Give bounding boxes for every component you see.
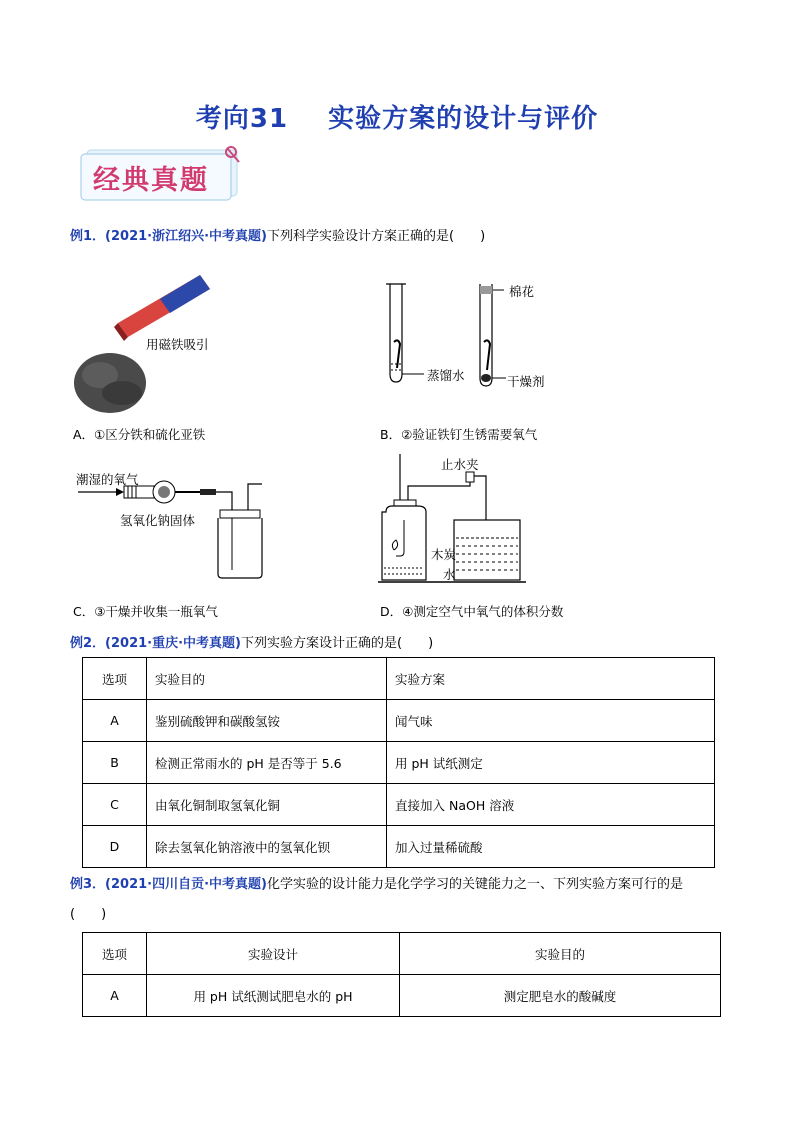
table-row: [83, 742, 715, 784]
table-cell: 测定肥皂水的酸碱度: [400, 975, 721, 1017]
table-cell: 用 pH 试纸测定: [387, 742, 715, 784]
table-row: [83, 784, 715, 826]
q3-stem: [70, 875, 683, 895]
fig-a-label: 用磁铁吸引: [146, 337, 209, 352]
fig-c-gas: 潮湿的氧气: [76, 472, 139, 487]
table-row: [83, 700, 715, 742]
title-main: 实验方案的设计与评价: [328, 104, 599, 134]
q3-source: (2021·四川自贡·中考真题): [105, 877, 267, 892]
table-header: 实验方案: [387, 658, 715, 700]
powder-icon: [74, 353, 146, 413]
q1-num: 例1．: [70, 229, 106, 244]
table-row: [83, 975, 721, 1017]
q2-table: [82, 657, 715, 868]
title-prefix: 考向31: [195, 104, 289, 134]
table-cell: 用 pH 试纸测试肥皂水的 pH: [147, 975, 400, 1017]
q2-text: 下列实验方案设计正确的是( ): [241, 636, 434, 651]
table-header: 实验设计: [147, 933, 400, 975]
q1-option-b: B．②验证铁钉生锈需要氧气: [380, 427, 538, 442]
table-cell: 直接加入 NaOH 溶液: [387, 784, 715, 826]
fig-b-water: 蒸馏水: [427, 368, 465, 383]
table-cell: 除去氢氧化钠溶液中的氢氧化钡: [147, 826, 387, 868]
table-row: [83, 826, 715, 868]
table-cell: 鉴别硫酸钾和碳酸氢铵: [147, 700, 387, 742]
fig-b-cotton: 棉花: [509, 284, 535, 299]
badge-text: 经典真题: [93, 165, 209, 196]
q1-source: (2021·浙江绍兴·中考真题): [105, 229, 267, 244]
table-header: 选项: [83, 658, 147, 700]
table-cell: A: [83, 975, 147, 1017]
table-header-row: [83, 658, 715, 700]
fig-d-water: 水: [443, 567, 456, 582]
q3-num: 例3．: [70, 877, 106, 892]
q3-text: 化学实验的设计能力是化学学习的关键能力之一、下列实验方案可行的是: [267, 877, 684, 892]
q2-num: 例2．: [70, 636, 106, 651]
fig-b-desiccant: 干燥剂: [507, 374, 545, 389]
q1-option-d: D．④测定空气中氧气的体积分数: [380, 604, 564, 619]
q1-stem: [70, 227, 485, 247]
q3-table: [82, 932, 721, 1017]
q1-text: 下列科学实验设计方案正确的是( ): [267, 229, 486, 244]
table-cell: B: [83, 742, 147, 784]
q2-stem: [70, 634, 433, 654]
fig-c-solid: 氢氧化钠固体: [120, 513, 196, 528]
table-header: 选项: [83, 933, 147, 975]
fig-d-clamp: 止水夹: [441, 457, 479, 472]
page-title: [0, 98, 794, 135]
q3-answer-blank: ( ): [70, 907, 107, 922]
table-cell: 由氧化铜制取氢氧化铜: [147, 784, 387, 826]
fig-d-charcoal: 木炭: [431, 547, 457, 562]
section-badge: [77, 144, 245, 204]
magnet-icon: [114, 275, 210, 341]
q2-source: (2021·重庆·中考真题): [105, 636, 241, 651]
table-header-row: [83, 933, 721, 975]
table-header: 实验目的: [147, 658, 387, 700]
table-cell: C: [83, 784, 147, 826]
table-header: 实验目的: [400, 933, 721, 975]
table-cell: A: [83, 700, 147, 742]
table-cell: 闻气味: [387, 700, 715, 742]
table-cell: 加入过量稀硫酸: [387, 826, 715, 868]
q1-option-c: C．③干燥并收集一瓶氧气: [73, 604, 218, 619]
q1-option-a: A．①区分铁和硫化亚铁: [73, 427, 206, 442]
table-cell: 检测正常雨水的 pH 是否等于 5.6: [147, 742, 387, 784]
table-cell: D: [83, 826, 147, 868]
